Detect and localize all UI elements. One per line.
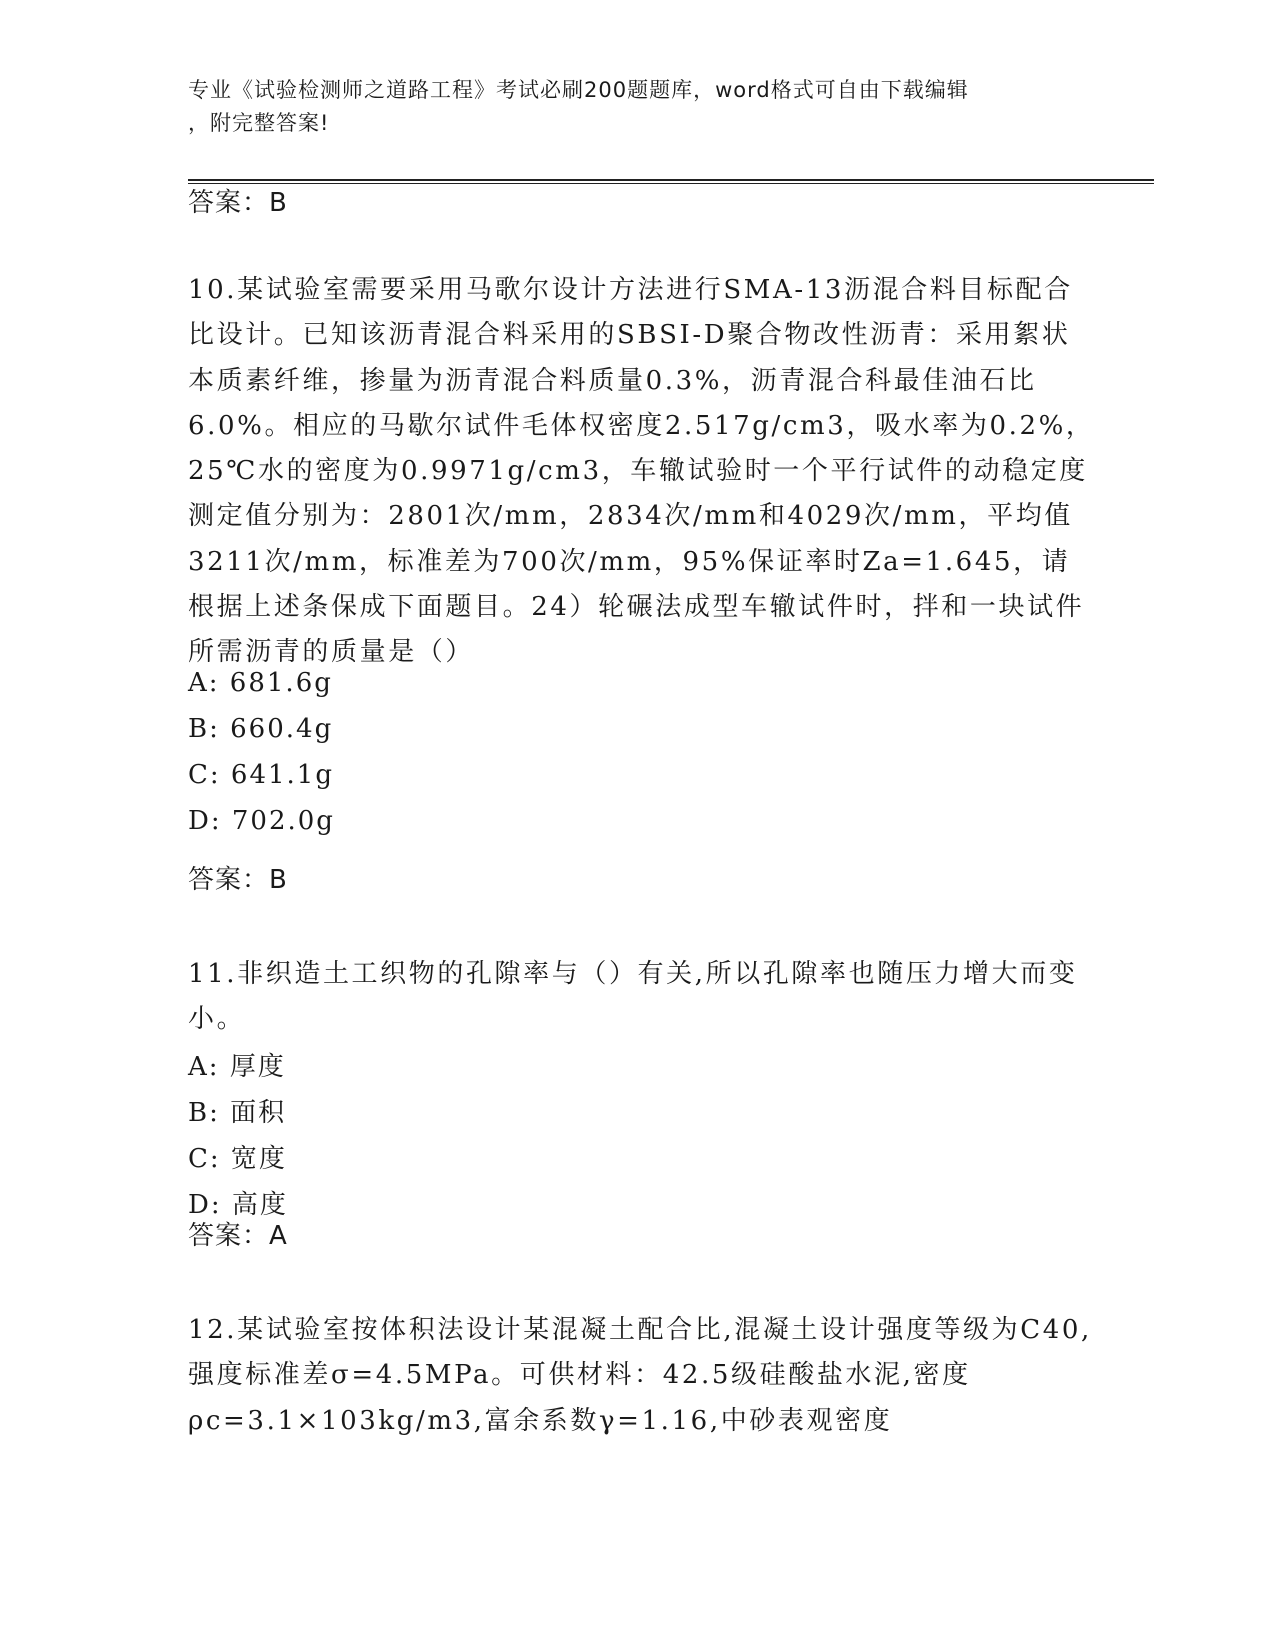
option-b: B: 面积 bbox=[188, 1098, 287, 1128]
question-12-text: 12.某试验室按体积法设计某混凝土配合比,混凝土设计强度等级为C40,强度标准差σ=4.5MPa。可供材料：42.5级硅酸盐水泥,密度ρc=3.1×103kg/m3,富余系数γ=1.16,中砂表观密度 bbox=[188, 1315, 1092, 1436]
question-10-answer: 答案：B bbox=[188, 865, 288, 895]
option-c: C: 641.1g bbox=[188, 760, 334, 790]
question-10-text: 10.某试验室需要采用马歌尔设计方法进行SMA-13沥混合料目标配合比设计。已知该沥青混合料采用的SBSI-D聚合物改性沥青：采用絮状本质素纤维，掺量为沥青混合料质量0.3%，沥青混合科最佳油石比6.0%。相应的马歇尔试件毛体权密度2.517g/cm3，吸水率为0.2%，25℃水的密度为0.9971g/cm3，车辙试验时一个平行试件的动稳定度测定值分别为：2801次/mm，2834次/mm和4029次/mm，平均值3211次/mm，标准差为700次/mm，95%保证率时Za=1.645，请根据上述条保成下面题目。24）轮碾法成型车辙试件时，拌和一块试件所需沥青的质量是（） bbox=[188, 275, 1095, 668]
previous-answer: 答案：B bbox=[188, 188, 288, 218]
option-d: D: 高度 bbox=[188, 1190, 288, 1220]
option-d: D: 702.0g bbox=[188, 806, 335, 836]
option-b: B: 660.4g bbox=[188, 714, 334, 744]
header-line-2: ，附完整答案! bbox=[188, 111, 330, 135]
document-header bbox=[188, 74, 1078, 140]
option-a: A: 681.6g bbox=[188, 668, 333, 698]
question-11-text: 11.非织造土工织物的孔隙率与（）有关,所以孔隙率也随压力增大而变小。 bbox=[188, 959, 1078, 1035]
question-11-options bbox=[188, 1044, 288, 1228]
question-11-answer: 答案：A bbox=[188, 1221, 288, 1251]
header-divider-thin bbox=[188, 183, 1154, 184]
option-a: A: 厚度 bbox=[188, 1052, 286, 1082]
header-divider-thick bbox=[188, 179, 1154, 181]
header-line-1: 专业《试验检测师之道路工程》考试必刷200题题库，word格式可自由下载编辑 bbox=[188, 78, 969, 102]
option-c: C: 宽度 bbox=[188, 1144, 287, 1174]
question-10-options bbox=[188, 660, 335, 844]
